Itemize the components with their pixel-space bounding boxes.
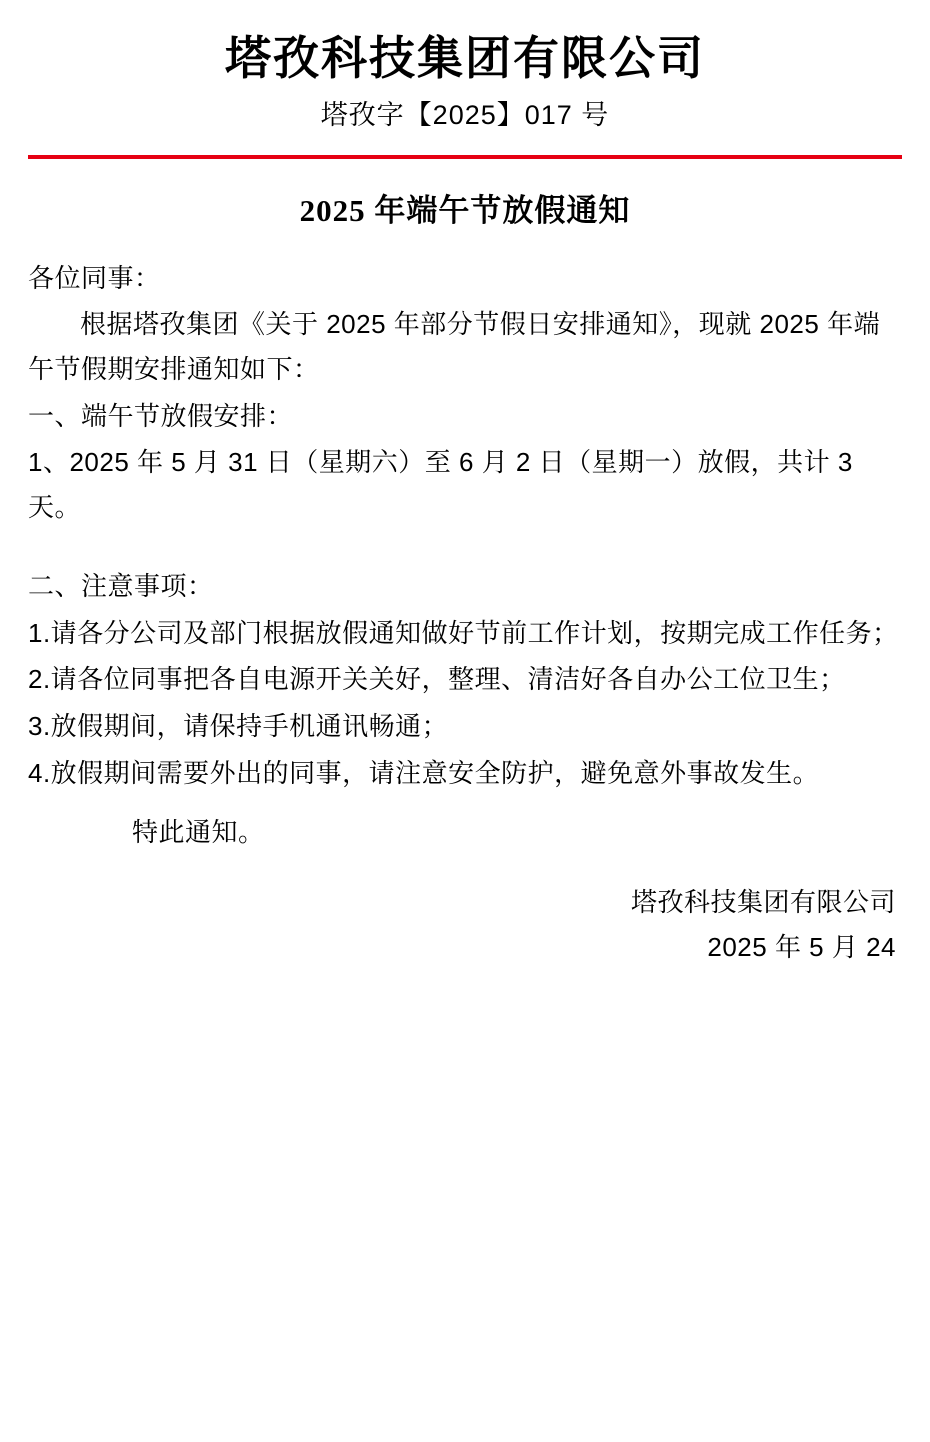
salutation: 各位同事： <box>28 262 161 293</box>
section-two-heading: 二、注意事项： <box>28 570 214 601</box>
section-two-item: 1.请各分公司及部门根据放假通知做好节前工作计划，按期完成工作任务； <box>28 617 899 648</box>
section-two-item: 2.请各位同事把各自电源开关关好，整理、清洁好各自办公工位卫生； <box>28 664 846 695</box>
section-two-item: 4.放假期间需要外出的同事，请注意安全防护，避免意外事故发生。 <box>28 757 820 788</box>
notice-title: 2025 年端午节放假通知 <box>299 192 631 228</box>
organization-title: 塔孜科技集团有限公司 <box>225 33 705 84</box>
section-spacer <box>28 532 902 564</box>
closing-statement: 特此通知。 <box>132 816 265 847</box>
section-one-heading: 一、端午节放假安排： <box>28 400 294 431</box>
notice-body <box>28 256 902 855</box>
red-divider-rule <box>28 155 902 159</box>
signature-organization: 塔孜科技集团有限公司 <box>630 887 896 918</box>
section-one-item: 1、2025 年 5 月 31 日（星期六）至 6 月 2 日（星期一）放假，共计 3 天。 <box>28 447 853 523</box>
intro-paragraph: 根据塔孜集团《关于 2025 年部分节假日安排通知》，现就 2025 年端午节假期安排通知如下： <box>28 309 881 385</box>
section-two-item: 3.放假期间，请保持手机通讯畅通； <box>28 711 449 742</box>
document-number: 塔孜字【2025】017 号 <box>320 99 610 130</box>
signature-date: 2025 年 5 月 24 <box>707 931 896 962</box>
signature-block <box>28 880 902 969</box>
